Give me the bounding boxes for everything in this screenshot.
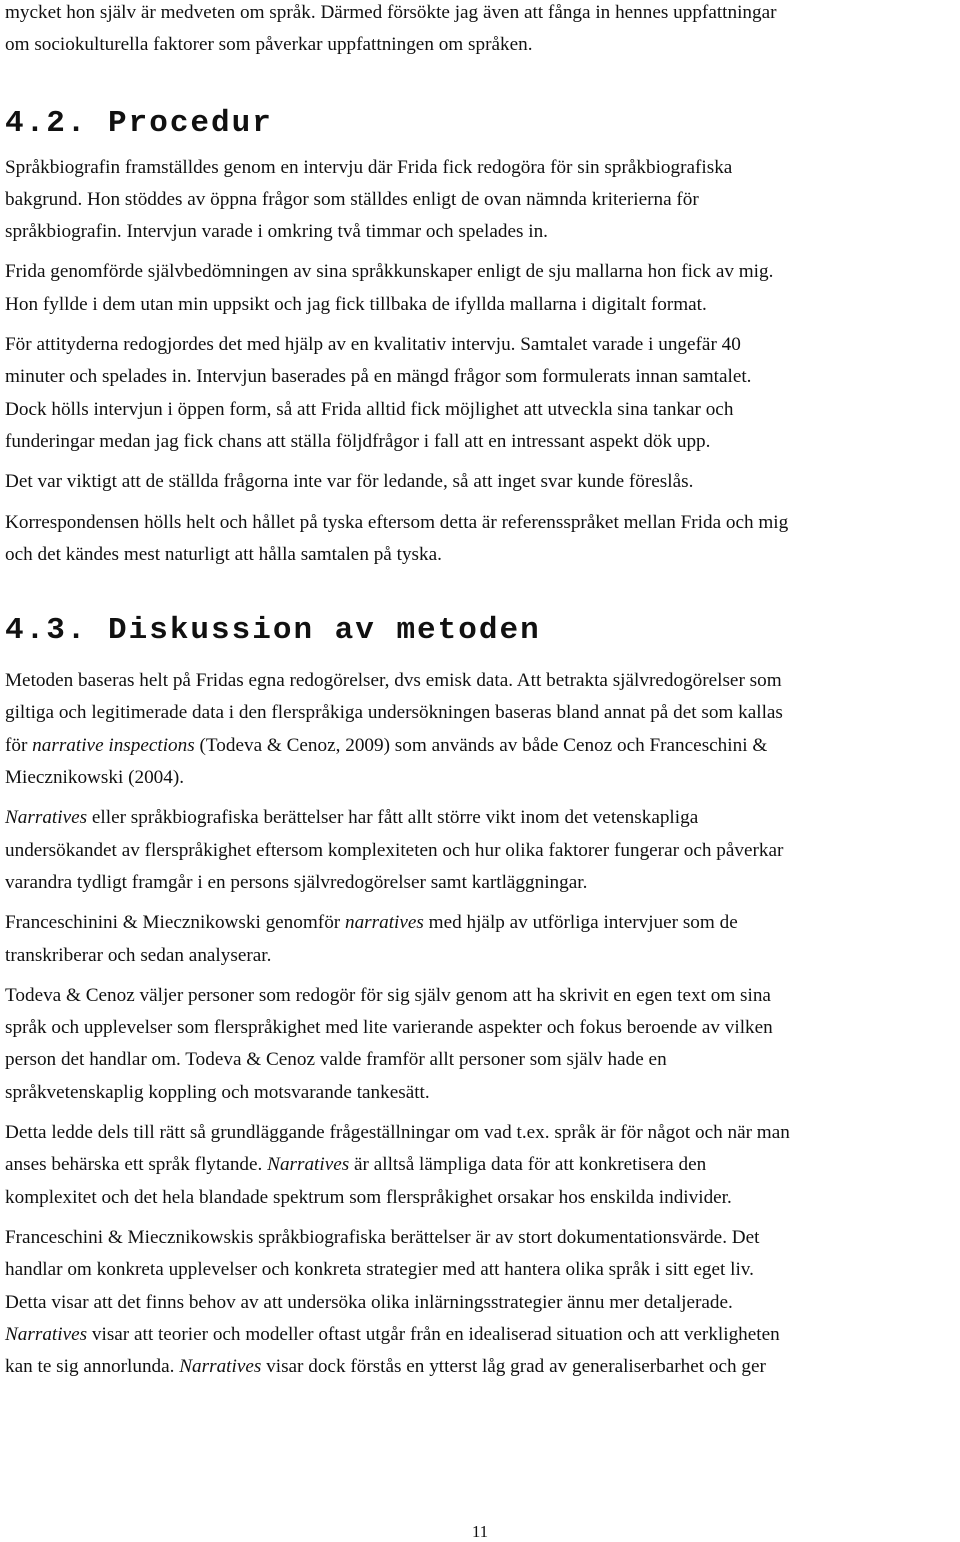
text-line: Miecznikowski (2004). [5,767,185,789]
text-line: Det var viktigt att de ställda frågorna inte var för ledande, så att inget svar kunde föreslås. [5,471,694,493]
diskussion-paragraph-2 [5,802,955,899]
procedur-paragraph-5 [5,507,955,572]
diskussion-paragraph-1 [5,665,955,794]
text-line: varandra tydligt framgår i en persons självredogörelser samt kartläggningar. [5,871,588,893]
text-line: Detta ledde dels till rätt så grundläggande frågeställningar om vad t.ex. språk är för något och när man [5,1122,790,1144]
text-line: Franceschini & Miecznikowskis språkbiografiska berättelser är av stort dokumentationsvärde. Det [5,1226,760,1248]
text-line: Korrespondensen hölls helt och hållet på tyska eftersom detta är referensspråket mellan Frida och mig [5,511,789,533]
text-line: eller språkbiografiska berättelser har fått allt större vikt inom det vetenskapliga [87,807,699,829]
italic-term: Narratives [5,1323,88,1345]
diskussion-paragraph-3 [5,907,955,972]
text-line: funderingar medan jag fick chans att ställa följdfrågor i fall att en intressant aspekt dök upp. [5,430,711,452]
text-line: för [5,734,33,756]
intro-paragraph [5,0,955,62]
text-line: språkvetenskaplig koppling och motsvarande tankesätt. [5,1081,430,1103]
document-page [5,0,955,1383]
section-heading-diskussion: 4.3. Diskussion av metoden [5,613,541,649]
procedur-paragraph-2 [5,256,955,321]
text-line: Metoden baseras helt på Fridas egna redogörelser, dvs emisk data. Att betrakta självredogörelser som [5,670,782,692]
text-line: (Todeva & Cenoz, 2009) som används av både Cenoz och Franceschini & [194,734,768,756]
text-line: Franceschinini & Miecznikowski genomför [5,912,345,934]
text-line: Språkbiografin framställdes genom en intervju där Frida fick redogöra för sin språkbiografiska [5,156,733,178]
text-line: handlar om konkreta upplevelser och konkreta strategier med att hantera olika språk i sitt eget liv. [5,1259,754,1281]
text-line: person det handlar om. Todeva & Cenoz valde framför allt personer som själv hade en [5,1049,667,1071]
italic-term: narratives [344,912,424,934]
text-line: är alltså lämpliga data för att konkretisera den [349,1154,707,1176]
text-line: Hon fyllde i dem utan min uppsikt och jag fick tillbaka de ifyllda mallarna i digitalt format. [5,293,707,315]
text-line: giltiga och legitimerade data i den flerspråkiga undersökningen baseras bland annat på det som kallas [5,702,783,724]
text-line: språk och upplevelser som flerspråkighet med lite varierande aspekter och fokus beroende av vilken [5,1017,773,1039]
text-line: minuter och spelades in. Intervjun baserades på en mängd frågor som formulerats innan samtalet. [5,366,752,388]
italic-term: narrative inspections [32,734,195,756]
text-line: med hjälp av utförliga intervjuer som de [423,912,738,934]
text-line: visar dock förstås en ytterst låg grad av generaliserbarhet och ger [261,1356,766,1378]
text-line: Dock hölls intervjun i öppen form, så att Frida alltid fick möjlighet att utveckla sina tankar och [5,398,734,420]
section-heading-procedur: 4.2. Procedur [5,105,273,141]
italic-term: Narratives [179,1356,262,1378]
text-line: bakgrund. Hon stöddes av öppna frågor som ställdes enligt de ovan nämnda kriterierna för [5,188,699,210]
diskussion-paragraph-6 [5,1222,955,1383]
text-line: För attityderna redogjordes det med hjälp av en kvalitativ intervju. Samtalet varade i ungefär 40 [5,334,741,356]
italic-term: Narratives [5,807,88,829]
italic-term: Narratives [267,1154,350,1176]
text-line: transkriberar och sedan analyserar. [5,944,272,966]
text-line: och det kändes mest naturligt att hålla samtalen på tyska. [5,543,442,565]
text-line: Detta visar att det finns behov av att undersöka olika inlärningsstrategier ännu mer detaljerade. [5,1291,733,1313]
text-line: visar att teorier och modeller oftast utgår från en idealiserad situation och att verkligheten [87,1323,780,1345]
procedur-paragraph-1 [5,152,955,249]
page-number: 11 [471,1522,489,1541]
text-line: anses behärska ett språk flytande. [5,1154,268,1176]
text-line: Todeva & Cenoz väljer personer som redogör för sig själv genom att ha skrivit en egen text om sina [5,984,771,1006]
text-line: om sociokulturella faktorer som påverkar uppfattningen om språken. [5,34,533,56]
diskussion-paragraph-5 [5,1117,955,1214]
text-line: Frida genomförde självbedömningen av sina språkkunskaper enligt de sju mallarna hon fick av mig. [5,261,774,283]
text-line: kan te sig annorlunda. [5,1356,180,1378]
procedur-paragraph-4 [5,466,955,498]
diskussion-paragraph-4 [5,980,955,1109]
text-line: komplexitet och det hela blandade spektrum som flerspråkighet orsakar hos enskilda individer. [5,1186,732,1208]
procedur-paragraph-3 [5,329,955,458]
text-line: språkbiografin. Intervjun varade i omkring två timmar och spelades in. [5,221,548,243]
text-line: undersökandet av flerspråkighet eftersom komplexiteten och hur olika faktorer fungerar och påverkar [5,839,784,861]
text-line: mycket hon själv är medveten om språk. Därmed försökte jag även att fånga in hennes uppfattningar [5,2,777,23]
